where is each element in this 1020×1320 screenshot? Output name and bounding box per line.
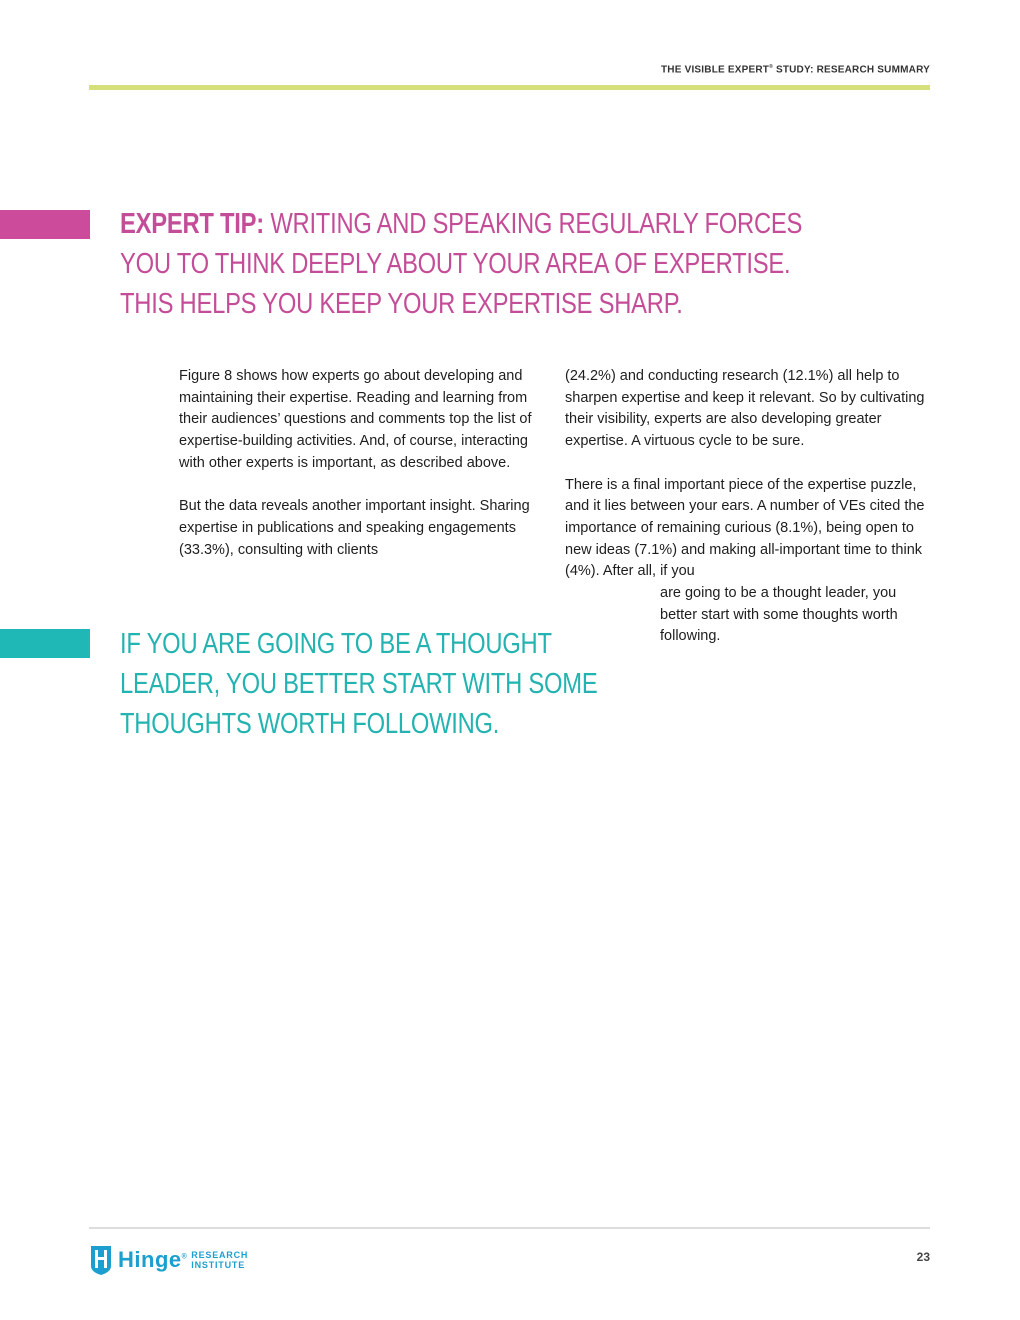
registered-mark: ® [769,64,773,70]
header-rule [89,85,930,90]
body-column-left [179,366,551,583]
shield-icon [89,1244,113,1276]
logo-sub-line2: INSTITUTE [191,1260,245,1270]
logo-registered-mark: ® [181,1253,188,1261]
footer-rule [89,1227,930,1229]
page-number: 23 [916,1250,930,1264]
body-paragraph: But the data reveals another important insight. Sharing expertise in publications and speaking engagements (33.3%), consulting with clients [179,498,530,558]
logo-sub-line1: RESEARCH [191,1250,249,1260]
expert-tip [120,204,809,324]
expert-tip-label: EXPERT TIP: [120,208,264,240]
quote-accent-bar [0,629,90,658]
body-paragraph: (24.2%) and conducting research (12.1%) all help to sharpen expertise and keep it relevant. So by cultivating their visibility, experts are also developing greater expertise. A virtuous cycle to be sure. [565,368,925,450]
running-header [661,64,930,75]
hinge-logo [89,1244,248,1276]
logo-wordmark [118,1247,187,1273]
body-paragraph: There is a final important piece of the expertise puzzle, and it lies between your ears. A number of VEs cited the importance of remaining curious (8.1%), being open to new ideas (7.1%) and making all-important time to think (4%). After all, if you [565,476,925,580]
expert-tip-text: WRITING AND SPEAKING REGULARLY FORCES YOU TO THINK DEEPLY ABOUT YOUR AREA OF EXPERTISE. THIS HELPS YOU KEEP YOUR EXPERTISE SHARP. [120,208,803,320]
header-title-part1: THE VISIBLE EXPERT [661,64,770,76]
header-title-part2: STUDY: RESEARCH SUMMARY [772,64,930,76]
pull-quote: IF YOU ARE GOING TO BE A THOUGHT LEADER, YOU BETTER START WITH SOME THOUGHTS WORTH FOLLOWING. [120,628,598,740]
body-paragraph: Figure 8 shows how experts go about developing and maintaining their expertise. Reading and learning from their audiences’ questions and comments top the list of expertise-building activities. And, of course, interacting with other experts is important, as described above. [179,368,532,471]
tip-accent-bar [0,210,90,239]
logo-subtitle [191,1250,248,1270]
body-column-right [565,366,935,648]
body-paragraph-continuation: are going to be a thought leader, you better start with some thoughts worth following. [660,585,898,645]
logo-word: Hinge [118,1247,182,1272]
